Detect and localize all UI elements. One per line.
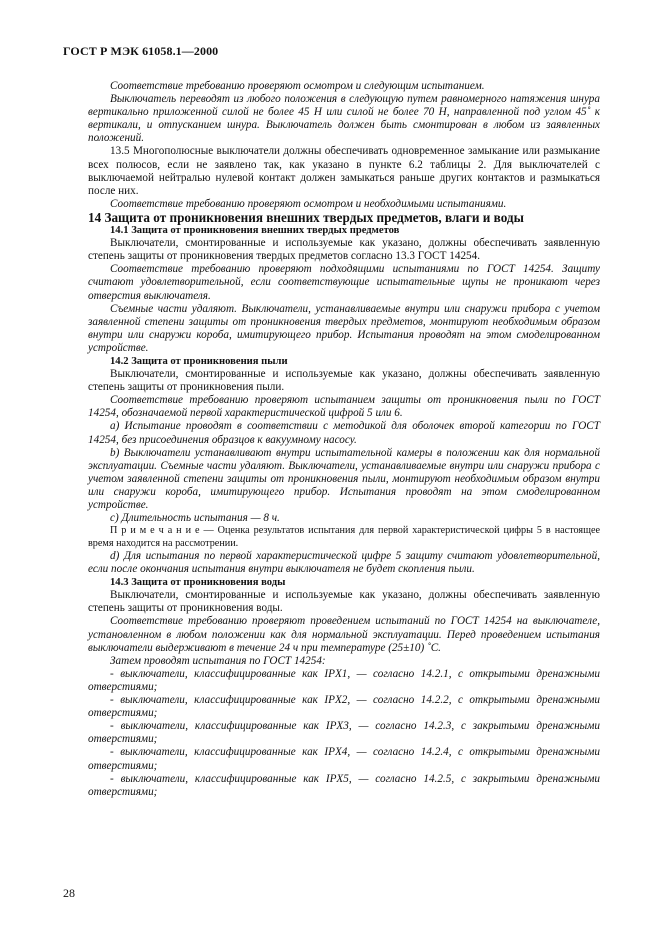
s14-3-requirement: Выключатели, смонтированные и используемые как указано, должны обеспечивать заявленную степень защиты от проникновения воды. — [88, 589, 600, 615]
s14-2-compliance: Соответствие требованию проверяют испытанием защиты от проникновения пыли по ГОСТ 14254, обозначаемой первой характеристической цифрой 5 или 6. — [88, 394, 600, 420]
standard-header: ГОСТ Р МЭК 61058.1—2000 — [63, 44, 219, 58]
list-item: - выключатели, классифицированные как IPX4, — согласно 14.2.4, с открытыми дренажными отверстиями; — [88, 746, 600, 772]
compliance-check-text-2: Соответствие требованию проверяют осмотром и необходимыми испытаниями. — [110, 197, 507, 210]
subsection-14-2-title: 14.2 Защита от проникновения пыли — [110, 355, 288, 367]
s14-2-item-a: a) Испытание проводят в соответствии с методикой для оболочек второй категории по ГОСТ 14254, без присоединения образцов к вакуумному насосу. — [88, 420, 600, 446]
list-item: - выключатели, классифицированные как IPX2, — согласно 14.2.2, с открытыми дренажными отверстиями; — [88, 694, 600, 720]
clause-13-5-text: 13.5 Многополюсные выключатели должны обеспечивать одновременное замыкание или размыкание всех полюсов, если не заявлено так, как указано в пункте 6.2 таблицы 2. Для выключателей с выключаемой нейтралью нулевой контакт должен замыкаться раньше других контактов и размыкаться после них. — [88, 145, 600, 197]
s14-2-requirement: Выключатели, смонтированные и используемые как указано, должны обеспечивать заявленную степень защиты от проникновения пыли. — [88, 368, 600, 394]
subsection-14-3-title: 14.3 Защита от проникновения воды — [110, 577, 286, 589]
s14-3-intro: Затем проводят испытания по ГОСТ 14254: — [110, 654, 326, 667]
page-content — [88, 80, 600, 799]
s14-1-compliance: Соответствие требованию проверяют подходящими испытаниями по ГОСТ 14254. Защиту считают удовлетворительной, если соответствующие испытательные щупы не проникают через отверстия выключателя. — [88, 263, 600, 302]
cord-test-text: Выключатель переводят из любого положения в следующую путем равномерного натяжения шнура вертикально приложенной силой не более 45 Н или силой не более 70 Н, направленной под углом 45˚ к вертикали, и отпусканием шнура. Выключатель должен быть смонтирован в любом из заявленных положений. — [88, 93, 600, 145]
list-item: - выключатели, классифицированные как IPX1, — согласно 14.2.1, с открытыми дренажными отверстиями; — [88, 667, 600, 693]
note — [88, 525, 600, 550]
s14-3-compliance: Соответствие требованию проверяют проведением испытаний по ГОСТ 14254 на выключателе, установленном в любом положении как для нормальной эксплуатации. Перед проведением испытания выключатели выдерживают в течение 24 ч при температуре (25±10) ˚С. — [88, 615, 600, 654]
s14-1-requirement: Выключатели, смонтированные и используемые как указано, должны обеспечивать заявленную степень защиты от проникновения твердых предметов согласно 13.3 ГОСТ 14254. — [88, 237, 600, 263]
s14-1-procedure: Съемные части удаляют. Выключатели, устанавливаемые внутри или снаружи прибора с учетом заявленной степени защиты от проникновения твердых предметов, монтируют необходимым образом внутри или снаружи короба, имитирующего прибор. Испытания проводят на этом смоделированном устройстве. — [88, 302, 600, 354]
note-label: П р и м е ч а н и е — [110, 525, 200, 537]
s14-2-item-d: d) Для испытания по первой характеристической цифре 5 защиту считают удовлетворительной, если после окончания испытания внутри выключателя не будет скопления пыли. — [88, 550, 600, 576]
list-item: - выключатели, классифицированные как IPX5, — согласно 14.2.5, с закрытыми дренажными отверстиями; — [88, 772, 600, 798]
subsection-14-1-title: 14.1 Защита от проникновения внешних твердых предметов — [110, 225, 400, 237]
note-text: — Оценка результатов испытания для первой характеристической цифры 5 в настоящее время находится на рассмотрении. — [88, 525, 600, 549]
s14-2-item-b: b) Выключатели устанавливают внутри испытательной камеры в положении как для нормальной эксплуатации. Съемные части удаляют. Выключатели, устанавливаемые внутри или снаружи прибора с учетом заявленной степени защиты от проникновения пыли, монтируют необходимым образом внутри или снаружи короба, имитирующего прибор. Испытания проводят на этом смоделированном устройстве. — [88, 446, 600, 511]
compliance-check-text: Соответствие требованию проверяют осмотром и следующим испытанием. — [110, 80, 485, 92]
section-14-title: 14 Защита от проникновения внешних твердых предметов, влаги и воды — [88, 209, 524, 225]
page-number: 28 — [63, 886, 75, 900]
s14-2-item-c: c) Длительность испытания — 8 ч. — [110, 512, 280, 525]
list-item: - выключатели, классифицированные как IPX3, — согласно 14.2.3, с закрытыми дренажными отверстиями; — [88, 720, 600, 746]
